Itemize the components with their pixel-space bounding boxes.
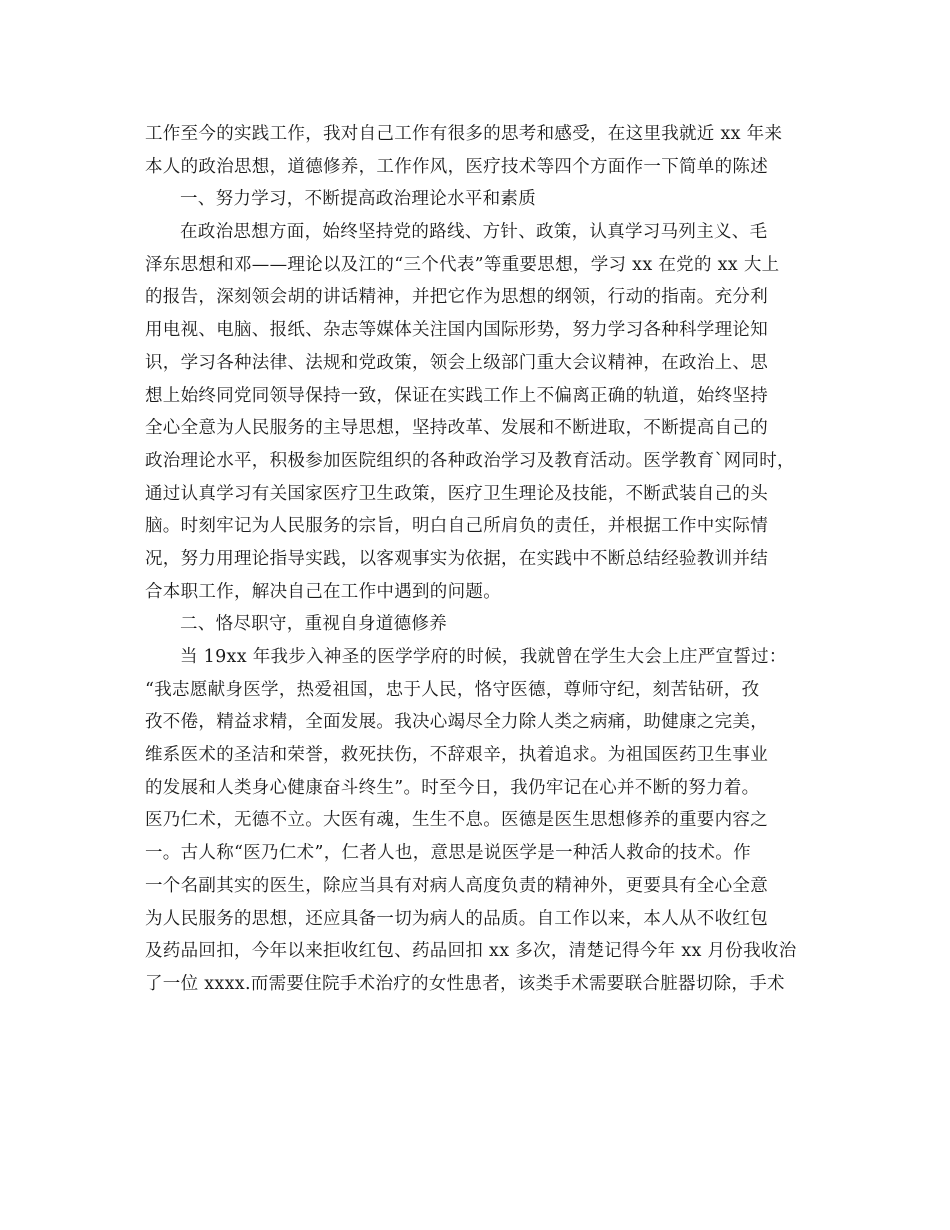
text-line: 一个名副其实的医生，除应当具有对病人高度负责的精神外，更要具有全心全意: [145, 875, 768, 896]
text-line: 孜不倦，精益求精，全面发展。我决心竭尽全力除人类之病痛，助健康之完美，: [145, 712, 768, 733]
text-line: 合本职工作，解决自己在工作中遇到的问题。: [145, 581, 501, 602]
text-line: 通过认真学习有关国家医疗卫生政策，医疗卫生理论及技能，不断武装自己的头: [145, 483, 768, 504]
text-line: 工作至今的实践工作，我对自己工作有很多的思考和感受，在这里我就近 xx 年来: [145, 124, 783, 144]
text-line: 维系医术的圣洁和荣誉，救死扶伤，不辞艰辛，执着追求。为祖国医药卫生事业: [145, 745, 768, 766]
text-line: 全心全意为人民服务的主导思想，坚持改革、发展和不断进取，不断提高自己的: [145, 418, 768, 439]
text-line: 的发展和人类身心健康奋斗终生”。时至今日，我仍牢记在心并不断的努力着。: [145, 777, 760, 798]
text-line: 当 19xx 年我步入神圣的医学学府的时候，我就曾在学生大会上庄严宣誓过：: [180, 647, 787, 667]
text-line: 脑。时刻牢记为人民服务的宗旨，明白自己所肩负的责任，并根据工作中实际情: [145, 516, 768, 537]
text-line: 在政治思想方面，始终坚持党的路线、方针、政策，认真学习马列主义、毛: [180, 222, 768, 243]
text-line: 想上始终同党同领导保持一致，保证在实践工作上不偏离正确的轨道，始终坚持: [145, 385, 768, 406]
text-line: 及药品回扣，今年以来拒收红包、药品回扣 xx 多次，清楚记得今年 xx 月份我收治: [145, 941, 797, 962]
text-line: 一。古人称“医乃仁术”，仁者人也，意思是说医学是一种活人救命的技术。作: [145, 843, 751, 864]
text-line: 了一位 xxxx.而需要住院手术治疗的女性患者，该类手术需要联合脏器切除，手术: [145, 973, 785, 994]
text-line: 识，学习各种法律、法规和党政策，领会上级部门重大会议精神，在政治上、思: [145, 352, 768, 373]
text-line: 用电视、电脑、报纸、杂志等媒体关注国内国际形势，努力学习各种科学理论知: [145, 320, 768, 341]
text-line: 医乃仁术，无德不立。大医有魂，生生不息。医德是医生思想修养的重要内容之: [145, 810, 768, 831]
text-line: 本人的政治思想，道德修养，工作作风，医疗技术等四个方面作一下简单的陈述: [145, 156, 768, 177]
text-line: 政治理论水平，积极参加医院组织的各种政治学习及教育活动。医学教育`网同时，: [145, 450, 795, 471]
text-line: 的报告，深刻领会胡的讲话精神，并把它作为思想的纲领，行动的指南。充分利: [145, 287, 768, 308]
text-line: 泽东思想和邓——理论以及江的“三个代表”等重要思想，学习 xx 在党的 xx 大上: [145, 254, 780, 275]
text-line: 一、努力学习，不断提高政治理论水平和素质: [180, 189, 536, 210]
text-line: 二、恪尽职守，重视自身道德修养: [180, 614, 447, 635]
text-line: 况，努力用理论指导实践，以客观事实为依据，在实践中不断总结经验教训并结: [145, 548, 768, 569]
text-line: “我志愿献身医学，热爱祖国，忠于人民，恪守医德，尊师守纪，刻苦钻研，孜: [145, 679, 760, 700]
text-line: 为人民服务的思想，还应具备一切为病人的品质。自工作以来，本人从不收红包: [145, 908, 768, 929]
document-body: [145, 118, 805, 1001]
